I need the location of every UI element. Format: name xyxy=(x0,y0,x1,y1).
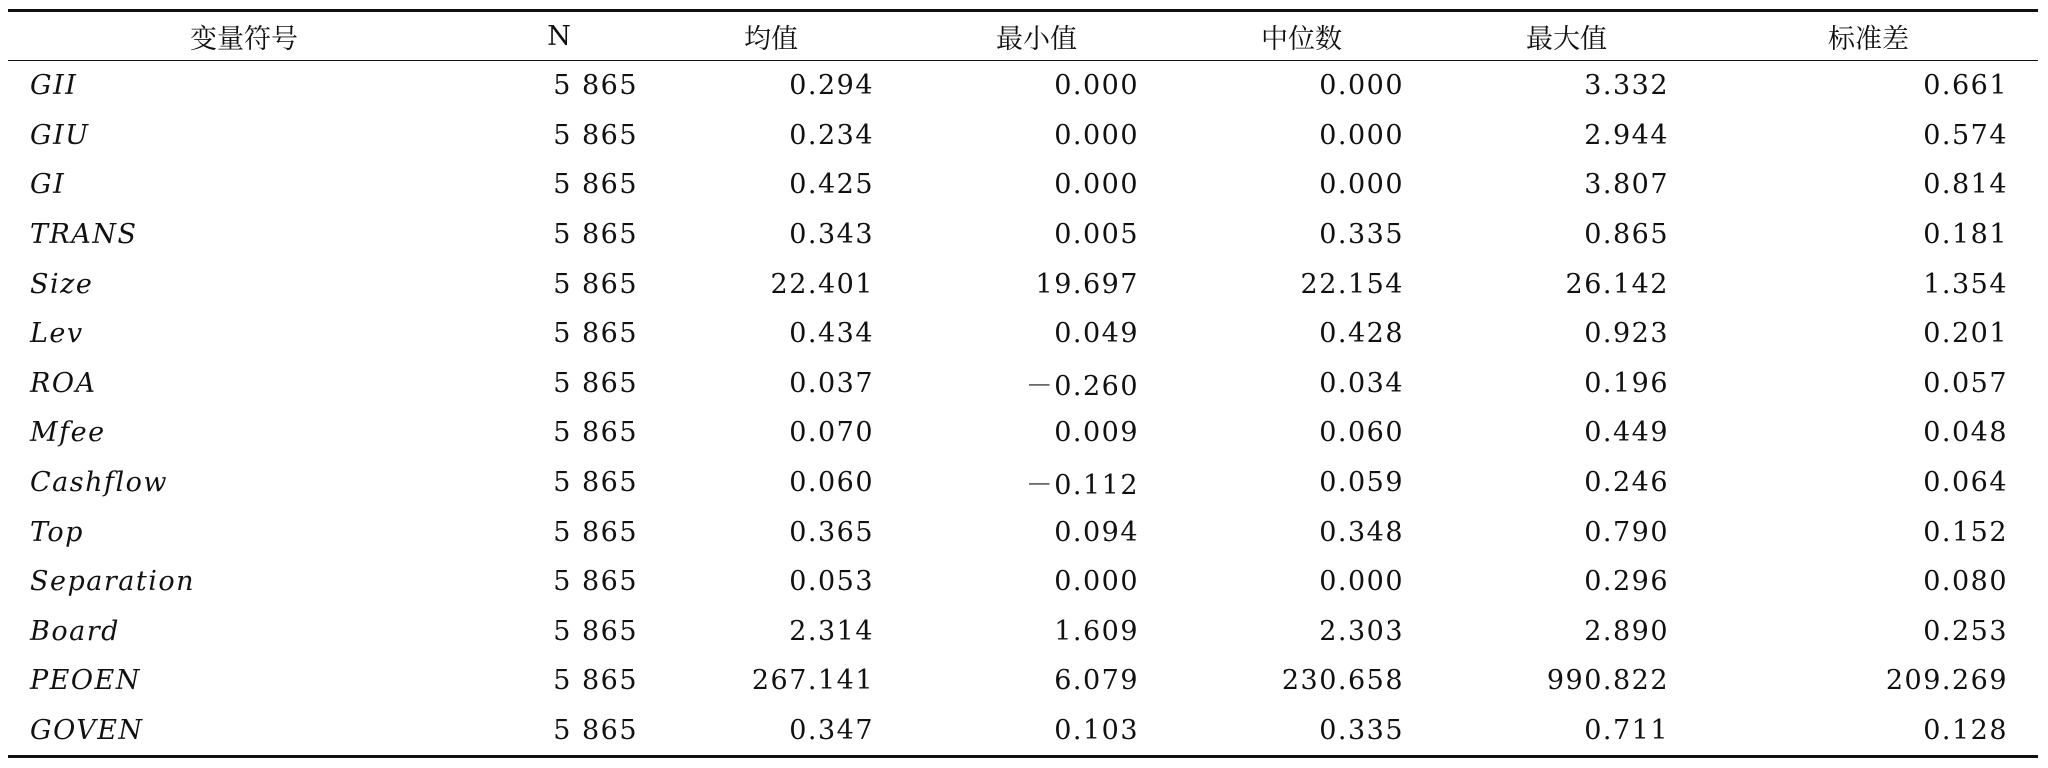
cell-median: 22.154 xyxy=(1300,268,1404,300)
descriptive-statistics-table xyxy=(8,9,2038,758)
cell-variable: Board xyxy=(30,615,120,647)
cell-min: －0.112 xyxy=(1025,470,1139,502)
cell-min: －0.260 xyxy=(1025,370,1139,402)
cell-sd: 209.269 xyxy=(1885,665,2008,697)
cell-max: 2.944 xyxy=(1584,119,1669,151)
header-min: 最小值 xyxy=(996,23,1077,55)
cell-n: 5 865 xyxy=(553,219,638,251)
table-row xyxy=(8,706,2038,757)
table-header xyxy=(8,11,2038,61)
cell-mean: 22.401 xyxy=(770,268,874,300)
cell-sd: 0.253 xyxy=(1923,615,2008,647)
header-sd: 标准差 xyxy=(1828,23,1909,55)
cell-n: 5 865 xyxy=(553,467,638,499)
cell-mean: 2.314 xyxy=(789,615,874,647)
cell-max: 0.865 xyxy=(1584,219,1669,251)
header-n: N xyxy=(547,20,571,52)
cell-n: 5 865 xyxy=(553,169,638,201)
cell-sd: 0.048 xyxy=(1923,417,2008,449)
cell-max: 990.822 xyxy=(1546,665,1669,697)
cell-variable: Top xyxy=(30,516,84,548)
cell-n: 5 865 xyxy=(553,665,638,697)
cell-max: 26.142 xyxy=(1565,268,1669,300)
table-row xyxy=(8,607,2038,657)
cell-max: 0.790 xyxy=(1584,516,1669,548)
descriptive-statistics-table-container xyxy=(8,9,2038,758)
cell-min: 1.609 xyxy=(1054,615,1139,647)
cell-sd: 0.661 xyxy=(1923,70,2008,102)
table-row xyxy=(8,61,2038,111)
cell-mean: 0.294 xyxy=(789,70,874,102)
header-max: 最大值 xyxy=(1526,23,1607,55)
cell-n: 5 865 xyxy=(553,318,638,350)
cell-max: 3.332 xyxy=(1584,70,1669,102)
cell-mean: 0.060 xyxy=(789,467,874,499)
table-row xyxy=(8,359,2038,409)
header-median: 中位数 xyxy=(1261,23,1342,55)
cell-variable: GIU xyxy=(30,119,90,151)
cell-sd: 0.181 xyxy=(1923,219,2008,251)
cell-min: 0.000 xyxy=(1054,169,1139,201)
cell-max: 0.449 xyxy=(1584,417,1669,449)
cell-min: 0.049 xyxy=(1054,318,1139,350)
cell-max: 3.807 xyxy=(1584,169,1669,201)
cell-mean: 0.347 xyxy=(789,715,874,747)
cell-median: 0.428 xyxy=(1319,318,1404,350)
cell-min: 0.000 xyxy=(1054,566,1139,598)
cell-median: 0.034 xyxy=(1319,367,1404,399)
cell-sd: 0.064 xyxy=(1923,467,2008,499)
cell-n: 5 865 xyxy=(553,417,638,449)
cell-sd: 0.128 xyxy=(1923,715,2008,747)
cell-n: 5 865 xyxy=(553,119,638,151)
header-row xyxy=(8,11,2038,61)
cell-n: 5 865 xyxy=(553,70,638,102)
cell-sd: 0.152 xyxy=(1923,516,2008,548)
cell-n: 5 865 xyxy=(553,516,638,548)
cell-min: 0.000 xyxy=(1054,119,1139,151)
cell-n: 5 865 xyxy=(553,268,638,300)
table-row xyxy=(8,210,2038,260)
cell-median: 230.658 xyxy=(1281,665,1404,697)
cell-sd: 0.814 xyxy=(1923,169,2008,201)
cell-median: 0.000 xyxy=(1319,70,1404,102)
table-row xyxy=(8,408,2038,458)
cell-sd: 0.080 xyxy=(1923,566,2008,598)
cell-median: 2.303 xyxy=(1319,615,1404,647)
cell-sd: 0.057 xyxy=(1923,367,2008,399)
cell-sd: 1.354 xyxy=(1923,268,2008,300)
cell-median: 0.000 xyxy=(1319,169,1404,201)
cell-n: 5 865 xyxy=(553,566,638,598)
table-row xyxy=(8,259,2038,309)
cell-mean: 0.425 xyxy=(789,169,874,201)
cell-n: 5 865 xyxy=(553,715,638,747)
cell-variable: PEOEN xyxy=(30,665,141,697)
table-row xyxy=(8,111,2038,161)
cell-min: 0.094 xyxy=(1054,516,1139,548)
table-row xyxy=(8,656,2038,706)
cell-variable: ROA xyxy=(30,367,97,399)
cell-mean: 0.070 xyxy=(789,417,874,449)
cell-median: 0.000 xyxy=(1319,566,1404,598)
cell-mean: 0.365 xyxy=(789,516,874,548)
header-variable: 变量符号 xyxy=(190,23,298,55)
cell-median: 0.059 xyxy=(1319,467,1404,499)
cell-n: 5 865 xyxy=(553,367,638,399)
cell-max: 0.923 xyxy=(1584,318,1669,350)
cell-max: 0.196 xyxy=(1584,367,1669,399)
table-row xyxy=(8,557,2038,607)
cell-median: 0.060 xyxy=(1319,417,1404,449)
cell-median: 0.000 xyxy=(1319,119,1404,151)
cell-mean: 267.141 xyxy=(751,665,874,697)
cell-mean: 0.053 xyxy=(789,566,874,598)
cell-mean: 0.037 xyxy=(789,367,874,399)
table-row xyxy=(8,507,2038,557)
table-body xyxy=(8,61,2038,757)
header-mean: 均值 xyxy=(744,23,798,55)
cell-min: 6.079 xyxy=(1054,665,1139,697)
cell-variable: Size xyxy=(30,268,94,300)
cell-n: 5 865 xyxy=(553,615,638,647)
cell-variable: GII xyxy=(30,70,78,102)
table-row xyxy=(8,309,2038,359)
cell-median: 0.348 xyxy=(1319,516,1404,548)
cell-max: 2.890 xyxy=(1584,615,1669,647)
cell-min: 0.009 xyxy=(1054,417,1139,449)
cell-min: 0.000 xyxy=(1054,70,1139,102)
table-row xyxy=(8,160,2038,210)
cell-max: 0.246 xyxy=(1584,467,1669,499)
cell-mean: 0.234 xyxy=(789,119,874,151)
cell-mean: 0.434 xyxy=(789,318,874,350)
cell-min: 19.697 xyxy=(1035,268,1139,300)
cell-median: 0.335 xyxy=(1319,715,1404,747)
table-row xyxy=(8,458,2038,508)
cell-min: 0.005 xyxy=(1054,219,1139,251)
cell-median: 0.335 xyxy=(1319,219,1404,251)
cell-variable: TRANS xyxy=(30,219,138,251)
cell-variable: Separation xyxy=(30,566,195,598)
cell-min: 0.103 xyxy=(1054,715,1139,747)
cell-variable: GOVEN xyxy=(30,715,144,747)
cell-variable: Lev xyxy=(30,318,84,350)
cell-variable: Mfee xyxy=(30,417,106,449)
cell-variable: GI xyxy=(30,169,66,201)
cell-sd: 0.201 xyxy=(1923,318,2008,350)
cell-sd: 0.574 xyxy=(1923,119,2008,151)
cell-max: 0.711 xyxy=(1584,715,1669,747)
cell-variable: Cashflow xyxy=(30,467,168,499)
cell-max: 0.296 xyxy=(1584,566,1669,598)
cell-mean: 0.343 xyxy=(789,219,874,251)
